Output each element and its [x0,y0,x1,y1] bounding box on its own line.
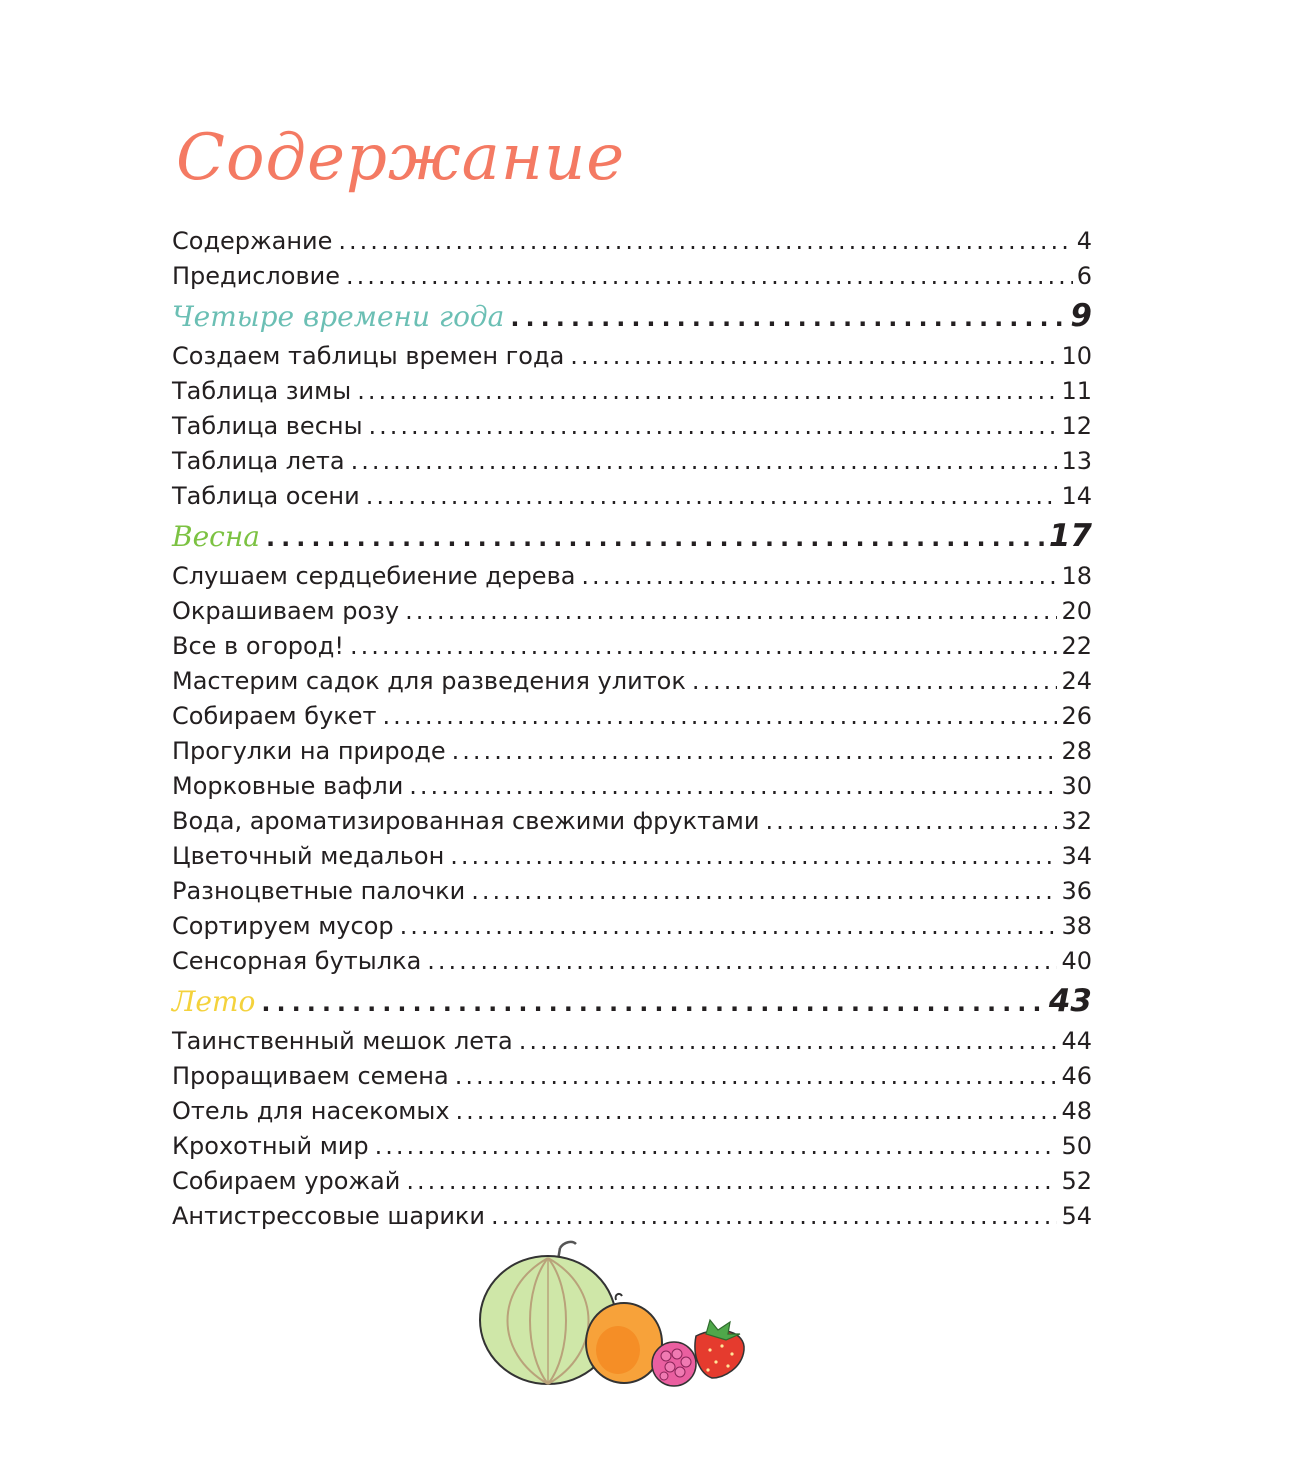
toc-entry-title: Собираем урожай [172,1167,401,1195]
toc-entry-row [172,444,1092,479]
toc-entry-row [172,804,1092,839]
toc-entry-row [172,1024,1092,1059]
toc-page-number: 17 [1048,518,1092,554]
toc-entry-row [172,1164,1092,1199]
toc-entry-title: Сортируем мусор [172,912,394,940]
toc-entry-row [172,339,1092,374]
dot-leader [266,516,1045,561]
dot-leader [383,699,1058,734]
toc-entry-title: Вода, ароматизированная свежими фруктами [172,807,760,835]
toc-entry-row [172,769,1092,804]
toc-section-title: Весна [172,520,260,553]
toc-page-number: 50 [1061,1132,1092,1160]
dot-leader [350,629,1058,664]
dot-leader [409,769,1057,804]
toc-page-number: 48 [1061,1097,1092,1125]
toc-entry-title: Таинственный мешок лета [172,1027,513,1055]
toc-page-number: 44 [1061,1027,1092,1055]
toc-entry-row [172,479,1092,514]
toc-entry-title: Цветочный медальон [172,842,445,870]
toc-page-number: 24 [1061,667,1092,695]
toc-entry-row [172,1059,1092,1094]
toc-page-number: 38 [1061,912,1092,940]
dot-leader [405,594,1057,629]
dot-leader [338,224,1072,259]
toc-entry-row [172,944,1092,979]
toc-entry-title: Собираем букет [172,702,377,730]
dot-leader [452,734,1058,769]
toc-entry-title: Слушаем сердцебиение дерева [172,562,576,590]
toc-entry-row [172,699,1092,734]
toc-section-title: Лето [172,985,256,1018]
dot-leader [400,909,1058,944]
toc-page-number: 26 [1061,702,1092,730]
toc-entry-row [172,839,1092,874]
toc-entry-title: Таблица весны [172,412,363,440]
toc-page-number: 14 [1061,482,1092,510]
toc-entry-title: Таблица зимы [172,377,352,405]
dot-leader [692,664,1058,699]
toc-entry-row [172,259,1092,294]
toc-entry-row [172,1094,1092,1129]
toc-entry-title: Антистрессовые шарики [172,1202,486,1230]
toc-section-row [172,979,1092,1024]
toc-entry-row [172,224,1092,259]
fruit-illustration-icon [474,1238,754,1388]
toc-entry-title: Окрашиваем розу [172,597,400,625]
toc-page-number: 32 [1061,807,1092,835]
toc-entry-row [172,594,1092,629]
toc-page-number: 43 [1048,983,1092,1019]
dot-leader [766,804,1058,839]
dot-leader [455,1059,1058,1094]
toc-page-number: 4 [1076,227,1092,255]
toc-page-number: 12 [1061,412,1092,440]
toc-page-number: 18 [1061,562,1092,590]
dot-leader [357,374,1057,409]
page-title: Содержание [176,121,626,195]
toc-entry-row [172,664,1092,699]
toc-entry-title: Таблица лета [172,447,345,475]
dot-leader [427,944,1057,979]
toc-page-number: 9 [1070,298,1092,334]
toc-page-number: 6 [1076,262,1092,290]
dot-leader [491,1199,1057,1234]
toc-section-row [172,514,1092,559]
toc-page-number: 54 [1061,1202,1092,1230]
toc-entry-row [172,559,1092,594]
toc-entry-row [172,629,1092,664]
toc-entry-title: Создаем таблицы времен года [172,342,565,370]
toc-entry-row [172,374,1092,409]
toc-entry-title: Отель для насекомых [172,1097,450,1125]
dot-leader [351,444,1058,479]
toc-entry-title: Содержание [172,227,333,255]
toc-entry-row [172,1129,1092,1164]
toc-page-number: 20 [1061,597,1092,625]
toc-entry-row [172,874,1092,909]
dot-leader [366,479,1058,514]
toc-entry-title: Таблица осени [172,482,360,510]
dot-leader [456,1094,1058,1129]
dot-leader [510,296,1066,341]
toc-entry-title: Проращиваем семена [172,1062,449,1090]
toc-section-row [172,294,1092,339]
toc-entry-title: Крохотный мир [172,1132,369,1160]
toc-page-number: 40 [1061,947,1092,975]
toc-page-number: 34 [1061,842,1092,870]
strawberry-icon [695,1320,744,1378]
toc-entry-title: Сенсорная бутылка [172,947,422,975]
toc-page-number: 11 [1061,377,1092,405]
dot-leader [519,1024,1058,1059]
toc-entry-title: Разноцветные палочки [172,877,466,905]
toc-entry-title: Морковные вафли [172,772,404,800]
dot-leader [471,874,1057,909]
toc-entry-title: Все в огород! [172,632,344,660]
dot-leader [369,409,1058,444]
toc-page-number: 46 [1061,1062,1092,1090]
toc-entry-row [172,409,1092,444]
toc-page-number: 36 [1061,877,1092,905]
raspberry-icon [652,1342,696,1386]
toc-entry-title: Прогулки на природе [172,737,446,765]
toc-entry-row [172,909,1092,944]
toc-page-number: 22 [1061,632,1092,660]
toc-entry-row [172,734,1092,769]
dot-leader [406,1164,1057,1199]
dot-leader [581,559,1057,594]
toc-page-number: 30 [1061,772,1092,800]
toc-page-number: 28 [1061,737,1092,765]
dot-leader [570,339,1057,374]
toc-entry-title: Предисловие [172,262,340,290]
toc-page-number: 10 [1061,342,1092,370]
dot-leader [346,259,1073,294]
dot-leader [261,981,1045,1026]
table-of-contents [172,224,1092,1234]
toc-entry-row [172,1199,1092,1234]
toc-section-title: Четыре времени года [172,300,505,333]
toc-page-number: 52 [1061,1167,1092,1195]
toc-page-number: 13 [1061,447,1092,475]
dot-leader [375,1129,1058,1164]
dot-leader [450,839,1057,874]
toc-entry-title: Мастерим садок для разведения улиток [172,667,686,695]
